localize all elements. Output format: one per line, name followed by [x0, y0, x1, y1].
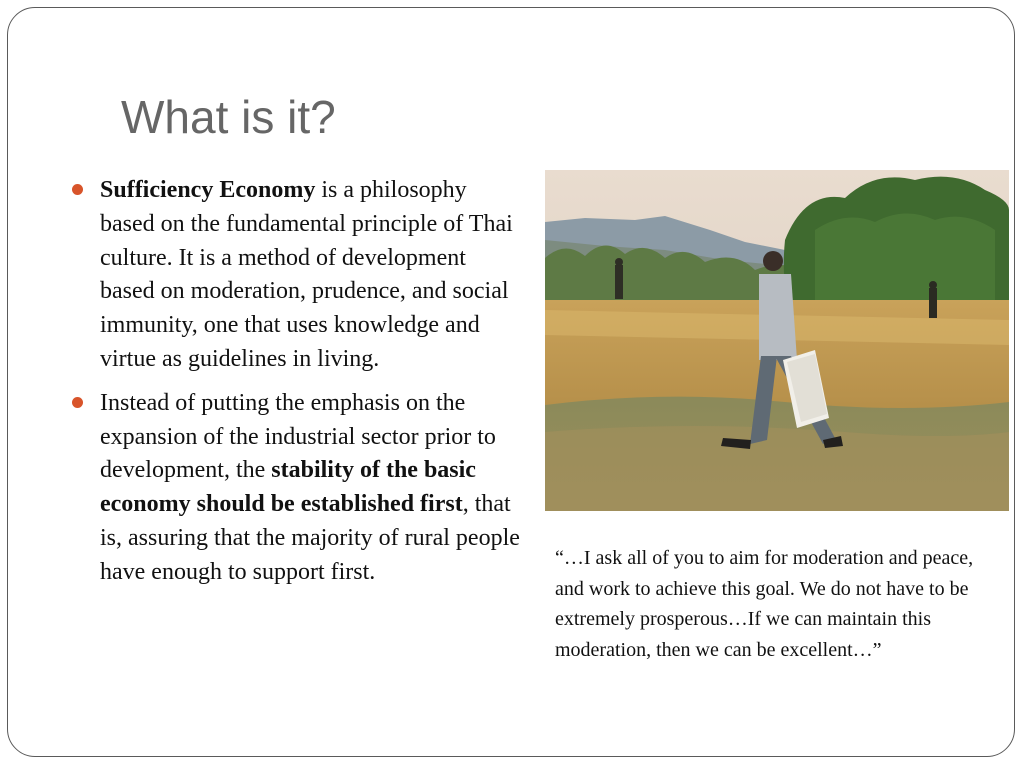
bullet-dot-icon — [72, 184, 83, 195]
bullet-list — [70, 174, 520, 600]
bullet-text-after: , that is, assuring that the majority of rural people have enough to support first. — [100, 491, 520, 585]
slide-frame — [7, 7, 1015, 757]
slide-title: What is it? — [121, 91, 336, 143]
field-photo-icon — [545, 170, 1009, 511]
bullet-text-before: Instead of putting the emphasis on the expansion of the industrial sector prior to development, the — [100, 389, 496, 484]
bullet-text — [100, 390, 520, 585]
bullet-item — [70, 174, 520, 377]
bullet-text-after: is a philosophy based on the fundamental principle of Thai culture. It is a method of development based on moderation, prudence, and social immunity, one that uses knowledge and virtue as guidelines in living. — [100, 177, 513, 372]
bullet-bold-emphasis: stability of the basic economy should be established first — [100, 457, 476, 518]
quote-text: “…I ask all of you to aim for moderation and peace, and work to achieve this goal. We do not have to be extremely prosperous…If we can maintain this moderation, then we can be excellent…” — [555, 547, 974, 661]
bullet-bold-lead: Sufficiency Economy — [100, 177, 316, 203]
bullet-item — [70, 387, 520, 590]
bullet-text — [100, 177, 513, 372]
bullet-dot-icon — [72, 397, 83, 408]
